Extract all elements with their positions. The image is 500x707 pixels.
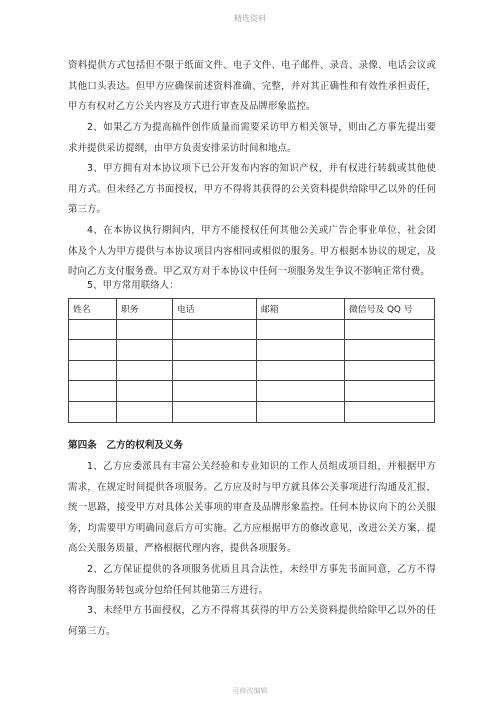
table-header-row [69,299,435,320]
table-row [69,319,435,340]
table-cell [173,401,257,422]
table-cell [173,360,257,381]
table-cell [69,319,117,340]
table-cell [257,381,345,402]
page-footer-note: 可修改编辑 [232,687,268,695]
table-row [69,381,435,402]
page-header-note: 精选资料 [234,14,266,23]
table-cell [345,360,435,381]
table-cell [69,381,117,402]
paragraph-clause-4: 4、在本协议执行期间内，甲方不能授权任何其他公关或广告企事业单位、社会团体及个人为甲方提供与本协议项目内容相同或相似的服务。甲方根据本协议的规定，及时向乙方支付服务费。甲乙双方对于本协议中任何一项服务发生争议不影响正常付费。 [68,225,436,277]
table-cell [117,360,173,381]
table-cell [257,319,345,340]
table-cell [257,360,345,381]
table-cell [69,360,117,381]
table-cell [173,381,257,402]
column-header-name: 姓名 [69,299,117,320]
paragraph-clause-3: 3、甲方拥有对本协议项下已公开发布内容的知识产权，并有权进行转载或其他使用方式。但未经乙方书面授权，甲方不得将其获得的公关资料提供给除甲乙以外的任何第三方。 [68,163,436,215]
section-heading: 第四条 乙方的权利及义务 [68,440,184,451]
table-cell [345,340,435,361]
paragraph-clause-2: 2、如果乙方为提高稿件创作质量而需要采访甲方相关领导，则由乙方事先提出要求并提供采访提纲，由甲方负责安排采访时间和地点。 [68,122,436,154]
paragraph-materials: 资料提供方式包括但不限于纸面文件、电子文件、电子邮件、录音、录像、电话会议或其他口头表达。但甲方应确保前述资料准确、完整，并对其正确性和有效性承担责任，甲方有权对乙方公关内容及方式进行审查及品牌形象监控。 [68,60,436,112]
paragraph-clause-5: 5、甲方常用联络人： [87,280,179,291]
table-cell [117,401,173,422]
table-cell [117,340,173,361]
column-header-wechat-qq: 微信号及 QQ 号 [345,299,435,320]
paragraph-party-b-1: 1、乙方应委派具有丰富公关经验和专业知识的工作人员组成项目组，并根据甲方需求，在规定时间提供各项服务。乙方应及时与甲方就具体公关事项进行沟通及汇报，统一思路，接受甲方对具体公关事项的审查及品牌形象监控。任何本协议向下的公关服务，均需要甲方明确同意后方可实施。乙方应根据甲方的修改意见，改进公关方案，提高公关服务质量，严格根据代理内容，提供各项服务。 [68,461,436,554]
table-cell [257,401,345,422]
table-cell [173,340,257,361]
table-cell [117,381,173,402]
table-row [69,360,435,381]
table-cell [69,340,117,361]
column-header-email: 邮箱 [257,299,345,320]
table-row [69,340,435,361]
table-cell [69,401,117,422]
column-header-phone: 电话 [173,299,257,320]
paragraph-party-b-3: 3、未经甲方书面授权，乙方不得将其获得的甲方公关资料提供给除甲乙以外的任何第三方。 [68,605,436,637]
table-cell [173,319,257,340]
table-row [69,401,435,422]
table-cell [345,381,435,402]
column-header-position: 职务 [117,299,173,320]
contact-table [68,298,435,423]
table-cell [257,340,345,361]
table-cell [117,319,173,340]
table-cell [345,401,435,422]
table-cell [345,319,435,340]
paragraph-party-b-2: 2、乙方保证提供的各项服务优质且具合法性，未经甲方事先书面同意，乙方不得将咨询服务转包或分包给任何其他第三方进行。 [68,564,436,596]
